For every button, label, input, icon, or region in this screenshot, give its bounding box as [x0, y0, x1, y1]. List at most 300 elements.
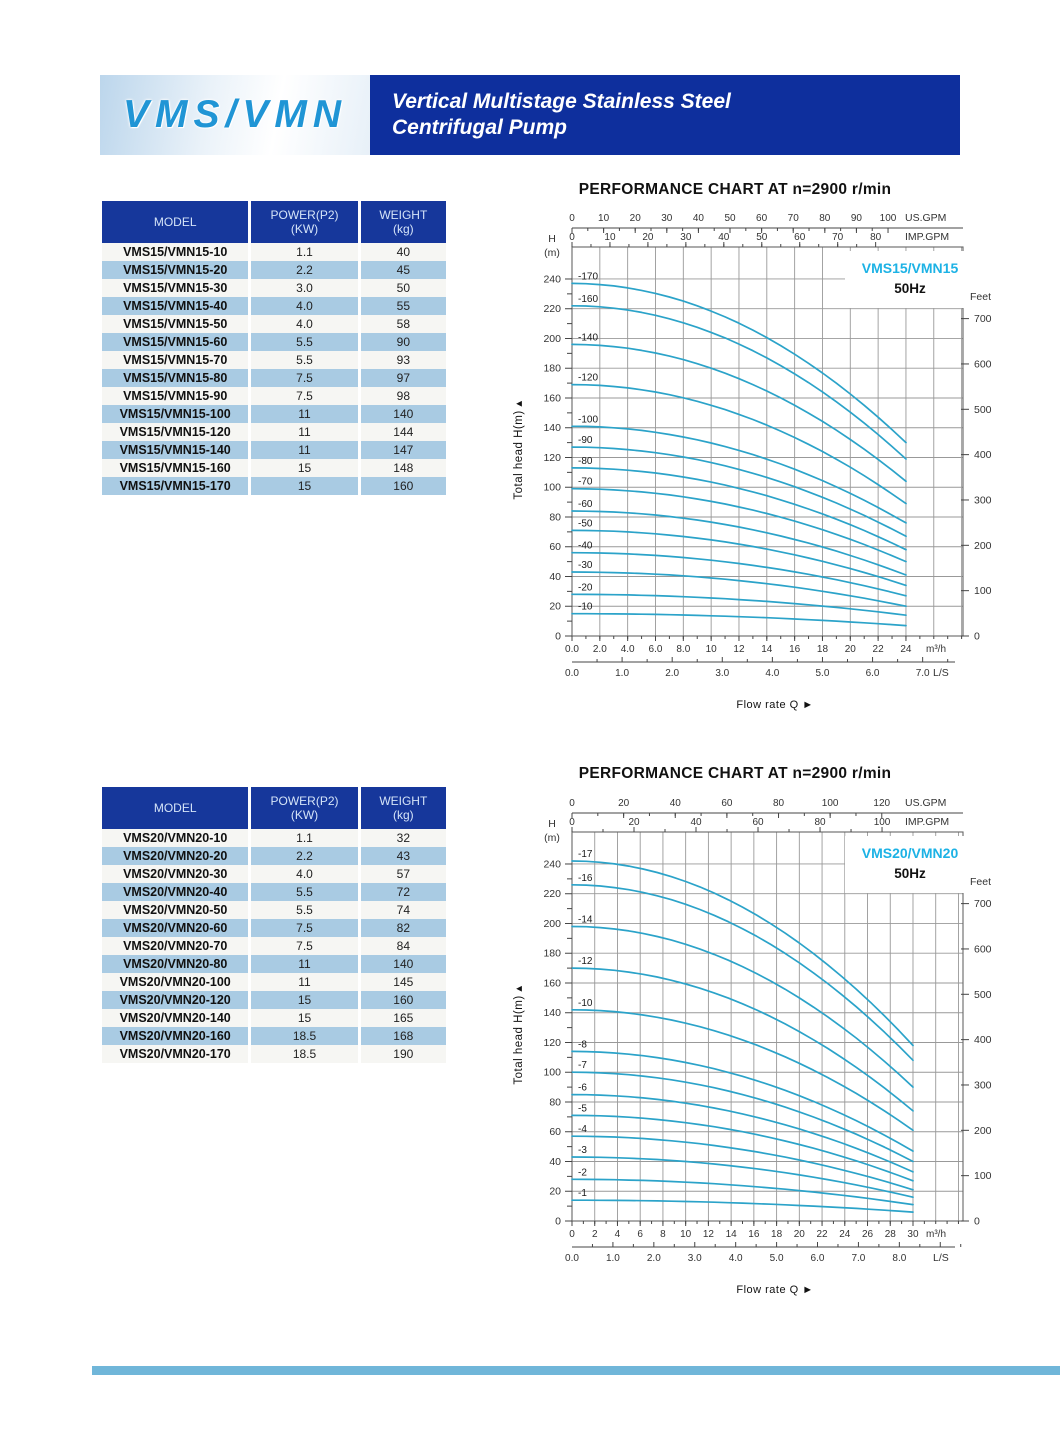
svg-text:14: 14: [725, 1229, 737, 1240]
svg-text:60: 60: [752, 817, 764, 828]
svg-text:Flow rate Q ►: Flow rate Q ►: [736, 1284, 814, 1296]
svg-text:70: 70: [832, 232, 844, 243]
table-row: [102, 847, 446, 865]
weight-cell: 58: [361, 315, 446, 333]
svg-text:2: 2: [591, 1229, 598, 1240]
table-row: [102, 279, 446, 297]
svg-text:140: 140: [543, 422, 561, 435]
svg-text:0: 0: [569, 213, 575, 224]
svg-text:200: 200: [974, 1124, 992, 1137]
svg-text:14: 14: [761, 644, 773, 655]
svg-text:160: 160: [543, 977, 561, 990]
svg-text:6.0: 6.0: [810, 1253, 825, 1264]
svg-text:-40: -40: [578, 540, 593, 552]
svg-text:Flow rate Q ►: Flow rate Q ►: [736, 699, 814, 711]
weight-cell: 148: [361, 459, 446, 477]
power-cell: 11: [251, 955, 357, 973]
svg-text:120: 120: [543, 451, 561, 464]
svg-text:4.0: 4.0: [765, 668, 780, 679]
svg-text:600: 600: [974, 943, 992, 956]
svg-text:100: 100: [543, 1066, 561, 1079]
svg-text:0: 0: [569, 1229, 575, 1240]
svg-text:2.0: 2.0: [665, 668, 680, 679]
svg-text:US.GPM: US.GPM: [905, 212, 947, 224]
y-axis-feet: [961, 876, 992, 1228]
svg-text:H: H: [548, 818, 556, 830]
column-header: POWER(P2) (KW): [251, 201, 357, 243]
column-header: WEIGHT (kg): [361, 201, 446, 243]
column-header: MODEL: [102, 787, 248, 829]
weight-cell: 140: [361, 955, 446, 973]
table-header-row: [102, 201, 446, 243]
power-cell: 7.5: [251, 919, 357, 937]
svg-text:-80: -80: [578, 455, 593, 467]
svg-text:200: 200: [543, 332, 561, 345]
svg-text:-160: -160: [578, 293, 599, 305]
weight-cell: 72: [361, 883, 446, 901]
power-cell: 18.5: [251, 1027, 357, 1045]
table-header-row: [102, 787, 446, 829]
table-row: [102, 315, 446, 333]
power-cell: 2.2: [251, 261, 357, 279]
x-axis-usgpm: [569, 212, 963, 233]
y-axis: [513, 818, 572, 1228]
svg-text:-60: -60: [578, 499, 593, 511]
table-row: [102, 901, 446, 919]
table-row: [102, 351, 446, 369]
svg-text:L/S: L/S: [933, 667, 949, 679]
table-row: [102, 261, 446, 279]
svg-text:0: 0: [974, 630, 980, 643]
svg-text:10: 10: [604, 232, 616, 243]
svg-text:20: 20: [844, 644, 856, 655]
x-axis-m3h: [565, 636, 962, 655]
model-cell: VMS20/VMN20-140: [102, 1009, 248, 1027]
svg-text:5.0: 5.0: [769, 1253, 784, 1264]
svg-text:-8: -8: [578, 1039, 587, 1051]
svg-text:120: 120: [873, 798, 891, 809]
power-cell: 11: [251, 423, 357, 441]
svg-text:8.0: 8.0: [892, 1253, 907, 1264]
chart2-title: PERFORMANCE CHART AT n=2900 r/min: [578, 765, 892, 782]
model-cell: VMS20/VMN20-50: [102, 901, 248, 919]
model-cell: VMS20/VMN20-40: [102, 883, 248, 901]
svg-text:400: 400: [974, 1034, 992, 1047]
svg-text:-90: -90: [578, 435, 593, 447]
weight-cell: 98: [361, 387, 446, 405]
svg-text:120: 120: [543, 1036, 561, 1049]
svg-text:-1: -1: [578, 1188, 587, 1200]
table-row: [102, 883, 446, 901]
svg-text:22: 22: [816, 1229, 828, 1240]
curve-labels: [578, 271, 598, 612]
svg-text:40: 40: [549, 1155, 561, 1168]
table-row: [102, 387, 446, 405]
weight-cell: 93: [361, 351, 446, 369]
svg-text:4.0: 4.0: [620, 644, 635, 655]
svg-text:28: 28: [884, 1229, 896, 1240]
svg-text:400: 400: [974, 449, 992, 462]
svg-text:H: H: [548, 233, 556, 245]
svg-text:0: 0: [555, 630, 561, 643]
svg-text:Total head H(m) ▴: Total head H(m) ▴: [513, 985, 525, 1085]
svg-text:-20: -20: [578, 582, 593, 594]
svg-text:100: 100: [879, 213, 897, 224]
power-cell: 7.5: [251, 937, 357, 955]
svg-text:VMS20/VMN20: VMS20/VMN20: [861, 845, 959, 861]
svg-text:24: 24: [839, 1229, 851, 1240]
power-cell: 11: [251, 973, 357, 991]
svg-text:0: 0: [974, 1215, 980, 1228]
svg-text:0: 0: [569, 798, 575, 809]
power-cell: 15: [251, 991, 357, 1009]
svg-text:-17: -17: [578, 849, 593, 861]
page-title-line1: Vertical Multistage Stainless Steel: [392, 90, 731, 113]
svg-text:10: 10: [680, 1229, 692, 1240]
model-cell: VMS15/VMN15-20: [102, 261, 248, 279]
model-cell: VMS15/VMN15-50: [102, 315, 248, 333]
x-axis-impgpm: [569, 816, 949, 832]
svg-text:80: 80: [870, 232, 882, 243]
weight-cell: 84: [361, 937, 446, 955]
svg-text:50Hz: 50Hz: [894, 866, 926, 881]
model-cell: VMS20/VMN20-120: [102, 991, 248, 1009]
svg-text:0: 0: [569, 817, 575, 828]
svg-text:22: 22: [872, 644, 884, 655]
svg-text:40: 40: [718, 232, 730, 243]
svg-text:0.0: 0.0: [565, 1253, 579, 1264]
svg-text:16: 16: [748, 1229, 760, 1240]
spec-table-vms20: [99, 787, 449, 1063]
x-axis-ls: [565, 657, 955, 711]
table-row: [102, 243, 446, 261]
brand-logo: [100, 75, 370, 155]
model-cell: VMS15/VMN15-160: [102, 459, 248, 477]
svg-text:200: 200: [543, 917, 561, 930]
svg-text:20: 20: [618, 798, 630, 809]
model-cell: VMS15/VMN15-120: [102, 423, 248, 441]
svg-text:2.0: 2.0: [592, 644, 607, 655]
svg-text:20: 20: [549, 1185, 561, 1198]
column-header: WEIGHT (kg): [361, 787, 446, 829]
performance-chart-vms15: [505, 200, 1010, 730]
spec-table-vms15: [99, 201, 449, 495]
svg-text:160: 160: [543, 392, 561, 405]
model-cell: VMS20/VMN20-70: [102, 937, 248, 955]
table-row: [102, 937, 446, 955]
svg-text:4: 4: [614, 1229, 621, 1240]
svg-text:180: 180: [543, 362, 561, 375]
weight-cell: 50: [361, 279, 446, 297]
svg-text:0.0: 0.0: [565, 668, 579, 679]
svg-text:18: 18: [771, 1229, 783, 1240]
model-cell: VMS15/VMN15-70: [102, 351, 248, 369]
svg-text:US.GPM: US.GPM: [905, 797, 947, 809]
svg-text:500: 500: [974, 403, 992, 416]
model-cell: VMS20/VMN20-20: [102, 847, 248, 865]
model-cell: VMS15/VMN15-170: [102, 477, 248, 495]
svg-text:40: 40: [690, 817, 702, 828]
model-cell: VMS20/VMN20-160: [102, 1027, 248, 1045]
svg-text:26: 26: [861, 1229, 874, 1240]
svg-text:80: 80: [772, 798, 785, 809]
power-cell: 11: [251, 441, 357, 459]
weight-cell: 190: [361, 1045, 446, 1063]
svg-text:-120: -120: [578, 372, 599, 384]
svg-text:40: 40: [549, 570, 561, 583]
svg-text:-70: -70: [578, 476, 593, 488]
power-cell: 11: [251, 405, 357, 423]
svg-text:20: 20: [793, 1229, 805, 1240]
power-cell: 15: [251, 459, 357, 477]
table-row: [102, 477, 446, 495]
footer-divider-bar: [92, 1366, 1060, 1375]
y-axis-feet: [961, 291, 992, 643]
power-cell: 7.5: [251, 387, 357, 405]
svg-text:50: 50: [724, 213, 736, 224]
svg-text:60: 60: [549, 1126, 561, 1139]
column-header: MODEL: [102, 201, 248, 243]
svg-text:60: 60: [721, 798, 733, 809]
weight-cell: 55: [361, 297, 446, 315]
svg-text:80: 80: [814, 817, 826, 828]
svg-text:-140: -140: [578, 332, 599, 344]
weight-cell: 140: [361, 405, 446, 423]
table-row: [102, 865, 446, 883]
svg-text:7.0: 7.0: [851, 1253, 866, 1264]
table-row: [102, 829, 446, 847]
svg-text:60: 60: [549, 541, 561, 554]
svg-text:30: 30: [907, 1229, 919, 1240]
svg-text:-16: -16: [578, 872, 593, 884]
model-cell: VMS20/VMN20-10: [102, 829, 248, 847]
power-cell: 1.1: [251, 243, 357, 261]
table-row: [102, 405, 446, 423]
table-row: [102, 441, 446, 459]
svg-text:-3: -3: [578, 1145, 587, 1157]
svg-text:2.0: 2.0: [646, 1253, 661, 1264]
brand-logo-text: VMS/VMN: [122, 93, 347, 136]
svg-text:60: 60: [756, 213, 768, 224]
svg-text:6.0: 6.0: [865, 668, 880, 679]
pump-curves: [572, 861, 913, 1212]
svg-text:20: 20: [629, 213, 641, 224]
table-row: [102, 369, 446, 387]
svg-text:0: 0: [555, 1215, 561, 1228]
svg-text:IMP.GPM: IMP.GPM: [905, 231, 950, 243]
weight-cell: 144: [361, 423, 446, 441]
model-cell: VMS15/VMN15-90: [102, 387, 248, 405]
power-cell: 4.0: [251, 297, 357, 315]
svg-text:80: 80: [819, 213, 831, 224]
table-row: [102, 919, 446, 937]
header-title-band: [370, 75, 960, 155]
svg-text:140: 140: [543, 1007, 561, 1020]
svg-text:1.0: 1.0: [605, 1253, 620, 1264]
svg-text:m³/h: m³/h: [926, 644, 946, 655]
power-cell: 7.5: [251, 369, 357, 387]
table-row: [102, 423, 446, 441]
model-cell: VMS20/VMN20-60: [102, 919, 248, 937]
svg-text:180: 180: [543, 947, 561, 960]
table-row: [102, 1045, 446, 1063]
svg-text:Feet: Feet: [970, 876, 992, 888]
svg-text:300: 300: [974, 494, 992, 507]
svg-text:-2: -2: [578, 1167, 587, 1179]
svg-text:100: 100: [974, 585, 992, 598]
x-axis-usgpm: [569, 797, 963, 818]
table-row: [102, 459, 446, 477]
svg-text:100: 100: [821, 798, 839, 809]
svg-text:6.0: 6.0: [648, 644, 663, 655]
svg-text:20: 20: [628, 817, 640, 828]
svg-text:100: 100: [974, 1170, 992, 1183]
model-cell: VMS15/VMN15-140: [102, 441, 248, 459]
svg-text:-50: -50: [578, 518, 593, 530]
model-cell: VMS15/VMN15-60: [102, 333, 248, 351]
svg-text:6: 6: [637, 1229, 643, 1240]
svg-text:100: 100: [873, 817, 891, 828]
svg-text:80: 80: [549, 1096, 561, 1109]
svg-text:20: 20: [642, 232, 654, 243]
svg-text:3.0: 3.0: [687, 1253, 702, 1264]
svg-text:IMP.GPM: IMP.GPM: [905, 816, 950, 828]
weight-cell: 165: [361, 1009, 446, 1027]
model-cell: VMS20/VMN20-100: [102, 973, 248, 991]
x-axis-impgpm: [569, 231, 949, 247]
power-cell: 4.0: [251, 865, 357, 883]
svg-text:240: 240: [543, 273, 561, 286]
curve-labels: [578, 849, 593, 1199]
svg-text:Feet: Feet: [970, 291, 992, 303]
power-cell: 4.0: [251, 315, 357, 333]
svg-text:16: 16: [789, 644, 801, 655]
svg-text:-6: -6: [578, 1082, 587, 1094]
table-row: [102, 991, 446, 1009]
svg-text:(m): (m): [544, 832, 560, 844]
svg-text:(m): (m): [544, 247, 560, 259]
svg-text:40: 40: [669, 798, 681, 809]
svg-text:100: 100: [543, 481, 561, 494]
svg-text:-10: -10: [578, 997, 593, 1009]
svg-text:1.0: 1.0: [615, 668, 630, 679]
svg-text:3.0: 3.0: [715, 668, 730, 679]
svg-text:8: 8: [660, 1229, 666, 1240]
power-cell: 15: [251, 477, 357, 495]
model-cell: VMS15/VMN15-10: [102, 243, 248, 261]
svg-text:-100: -100: [578, 414, 599, 426]
power-cell: 18.5: [251, 1045, 357, 1063]
table-row: [102, 1009, 446, 1027]
svg-text:m³/h: m³/h: [926, 1229, 946, 1240]
svg-text:Total head H(m) ▴: Total head H(m) ▴: [513, 400, 525, 500]
svg-text:40: 40: [692, 213, 704, 224]
weight-cell: 43: [361, 847, 446, 865]
svg-text:200: 200: [974, 539, 992, 552]
chart1-title: PERFORMANCE CHART AT n=2900 r/min: [578, 181, 892, 198]
page-title-line2: Centrifugal Pump: [392, 116, 568, 139]
weight-cell: 147: [361, 441, 446, 459]
weight-cell: 160: [361, 477, 446, 495]
weight-cell: 168: [361, 1027, 446, 1045]
model-cell: VMS15/VMN15-30: [102, 279, 248, 297]
svg-text:7.0: 7.0: [915, 668, 930, 679]
svg-text:5.0: 5.0: [815, 668, 830, 679]
weight-cell: 90: [361, 333, 446, 351]
power-cell: 5.5: [251, 333, 357, 351]
weight-cell: 97: [361, 369, 446, 387]
svg-text:50: 50: [756, 232, 768, 243]
weight-cell: 32: [361, 829, 446, 847]
svg-text:12: 12: [702, 1229, 714, 1240]
svg-text:60: 60: [794, 232, 806, 243]
weight-cell: 74: [361, 901, 446, 919]
y-axis: [513, 233, 572, 643]
weight-cell: 40: [361, 243, 446, 261]
svg-text:L/S: L/S: [933, 1252, 949, 1264]
svg-text:0: 0: [569, 232, 575, 243]
model-cell: VMS20/VMN20-80: [102, 955, 248, 973]
svg-text:70: 70: [787, 213, 799, 224]
table-row: [102, 297, 446, 315]
svg-text:-170: -170: [578, 271, 599, 283]
svg-text:240: 240: [543, 858, 561, 871]
model-cell: VMS15/VMN15-100: [102, 405, 248, 423]
svg-text:80: 80: [549, 511, 561, 524]
power-cell: 3.0: [251, 279, 357, 297]
weight-cell: 145: [361, 973, 446, 991]
svg-text:500: 500: [974, 988, 992, 1001]
svg-text:8.0: 8.0: [676, 644, 691, 655]
weight-cell: 45: [361, 261, 446, 279]
svg-text:-14: -14: [578, 914, 593, 926]
svg-text:220: 220: [543, 888, 561, 901]
power-cell: 2.2: [251, 847, 357, 865]
svg-text:VMS15/VMN15: VMS15/VMN15: [861, 260, 959, 276]
table-row: [102, 1027, 446, 1045]
model-cell: VMS15/VMN15-40: [102, 297, 248, 315]
svg-text:-5: -5: [578, 1103, 587, 1115]
svg-text:-30: -30: [578, 560, 593, 572]
power-cell: 15: [251, 1009, 357, 1027]
svg-text:700: 700: [974, 898, 992, 911]
model-cell: VMS20/VMN20-30: [102, 865, 248, 883]
power-cell: 5.5: [251, 901, 357, 919]
performance-chart-vms20: [505, 785, 1010, 1315]
svg-text:18: 18: [816, 644, 829, 655]
svg-text:10: 10: [598, 213, 610, 224]
svg-text:300: 300: [974, 1079, 992, 1092]
svg-text:30: 30: [661, 213, 673, 224]
power-cell: 5.5: [251, 351, 357, 369]
power-cell: 5.5: [251, 883, 357, 901]
model-label-box: [845, 251, 975, 308]
model-label-box: [845, 836, 975, 893]
svg-text:4.0: 4.0: [728, 1253, 743, 1264]
svg-text:50Hz: 50Hz: [894, 281, 926, 296]
svg-text:-12: -12: [578, 956, 593, 968]
model-cell: VMS15/VMN15-80: [102, 369, 248, 387]
weight-cell: 160: [361, 991, 446, 1009]
table-row: [102, 955, 446, 973]
svg-text:-4: -4: [578, 1124, 587, 1136]
svg-text:90: 90: [850, 213, 862, 224]
x-axis-m3h: [569, 1221, 958, 1240]
svg-text:10: 10: [705, 644, 717, 655]
svg-text:24: 24: [900, 644, 912, 655]
svg-text:-7: -7: [578, 1060, 587, 1072]
svg-text:30: 30: [680, 232, 692, 243]
